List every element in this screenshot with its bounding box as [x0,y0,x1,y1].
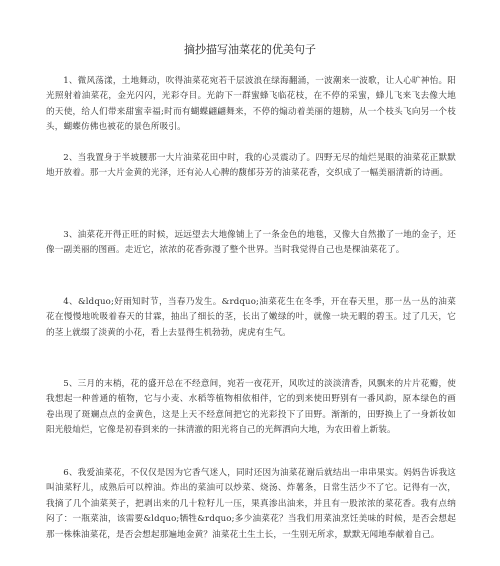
paragraph-4: 4、&ldquo;好雨知时节，当春乃发生。&rdquo;油菜花生在冬季，开在春天里，那一丛一丛的油菜花在慢慢地吮吸着春天的甘霖，抽出了细长的茎，长出了嫩绿的叶，就像一块无暇的碧玉。过了几天，它的茎上就缀了淡黄的小花，看上去显得生机勃勃，虎虎有生气。 [46,297,456,338]
paragraph-3: 3、油菜花开得正旺的时候，远远望去大地像铺上了一条金色的地毯，又像大自然撒了一地的金子，还像一副美丽的图画。走近它，浓浓的花香弥漫了整个世界。当时我觉得自己也是棵油菜花了。 [46,230,456,256]
paragraph-1: 1、微风荡漾，土地舞动，吹得油菜花宛若千层波浪在绿海翻涌，一波潮来一波歌，让人心旷神怡。阳光照射着油菜花，金光闪闪，光彩夺目。光韵下一群蜜蜂飞临花枝，在不停的采蜜，蜂儿飞来飞去像大地的天使，给人们带来甜蜜幸福;时而有蝴蝶翩翩舞来，不停的煽动着美丽的翅膀，从一个枝头飞向另一个枝头，蝴蝶仿佛也被花的景色所吸引。 [46,76,456,133]
paragraph-6: 6、我爱油菜花，不仅仅是因为它香气迷人，同时还因为油菜花谢后就结出一串串果实。妈妈告诉我这叫油菜籽儿，成熟后可以榨油。炸出的菜油可以炒菜、烧汤、炸薯条，日常生活少不了它。记得有一次，我摘了几个油菜荚子，把剥出来的几十粒籽儿一压，果真渗出油来，并且有一股浓浓的菜花香。我有点纳闷了：一瓶菜油，该需要&ldquo;牺牲&rdquo;多少油菜花？当我们用菜油烹饪美味的时候，是否会想起那一株株油菜花，是否会想起那遍地金黄？油菜花土生土长，一生别无所求，默默无闻地奉献着自己。 [46,468,456,540]
paragraph-5: 5、三月的末梢，花的盛开总在不经意间，宛若一夜花开，风吹过的淡淡清香，风飘来的片片花瓣，使我想起一种普通的植物，它与小麦、水稻等植物相依相伴，它的到来使田野别有一番风韵，原本绿色的画卷出现了斑斓点点的金黄色，这是上天不经意间把它的光彩投下了田野。渐渐的，田野换上了一身新妆如阳光般灿烂，它像是初春到来的一抹清澈的阳光将自己的光辉洒向大地，为农田着上新装。 [46,379,456,436]
paragraph-2: 2、当我置身于半坡腰那一大片油菜花田中时，我的心灵震动了。四野无尽的灿烂晃眼的油菜花正默默地开放着。那一大片金黄的光泽，还有沁人心脾的馥郁芬芳的油菜花香，交织成了一幅美丽清新的诗画。 [46,153,456,179]
page-title: 摘抄描写油菜花的优美句子 [184,43,316,56]
